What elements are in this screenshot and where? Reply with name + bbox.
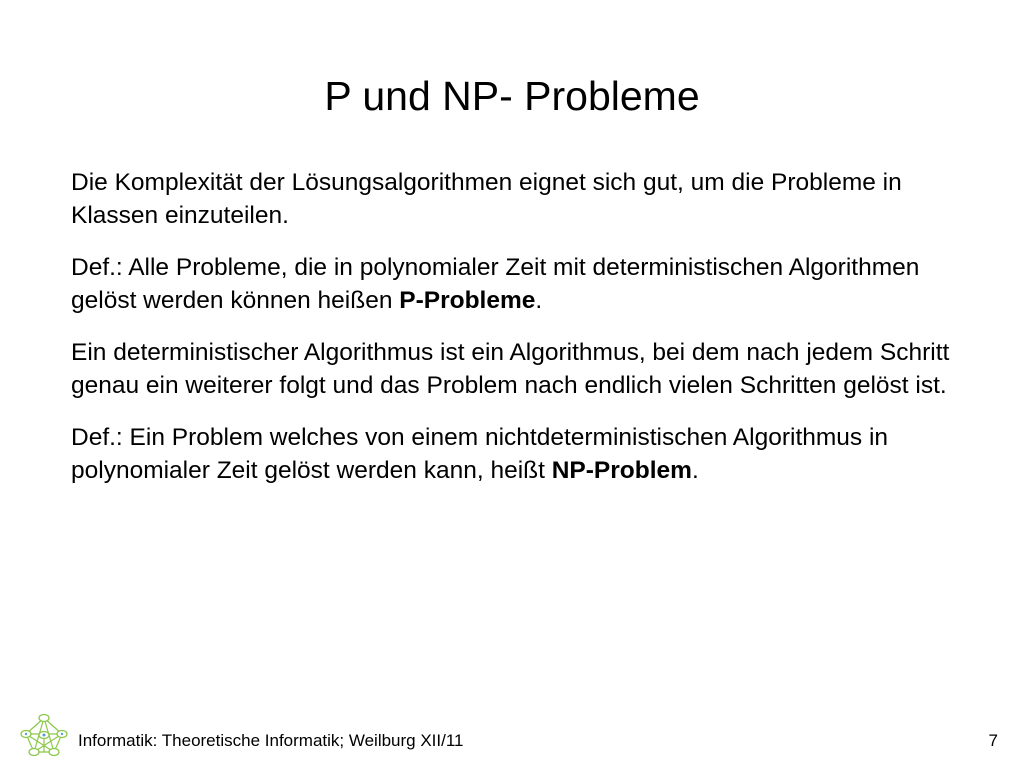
slide-title: P und NP- Probleme: [324, 73, 700, 119]
definition-p-text: Def.: Alle Probleme, die in polynomialer Zeit mit deterministischen Algorithmen gelöst werden können heißen: [71, 254, 920, 314]
definition-np-text: Def.: Ein Problem welches von einem nichtdeterministischen Algorithmus in polynomialer Zeit gelöst werden kann, heißt: [71, 424, 889, 484]
paragraph-deterministic-text: Ein deterministischer Algorithmus ist ein Algorithmus, bei dem nach jedem Schritt genau ein weiterer folgt und das Problem nach endlich vielen Schritten gelöst ist.: [71, 339, 950, 399]
network-graph-logo-icon: [18, 712, 70, 762]
definition-p-term: P-Probleme: [399, 287, 536, 314]
paragraph-definition-np: [71, 421, 951, 487]
definition-p-end: .: [535, 287, 543, 314]
footer-text: Informatik: Theoretische Informatik; Weilburg XII/11: [78, 731, 464, 750]
paragraph-intro-text: Die Komplexität der Lösungsalgorithmen eignet sich gut, um die Probleme in Klassen einzuteilen.: [71, 169, 902, 229]
paragraph-intro: [71, 166, 951, 232]
slide-body: [71, 166, 951, 506]
definition-np-end: .: [691, 457, 699, 484]
paragraph-deterministic: [71, 336, 951, 402]
page-number: 7: [988, 731, 998, 750]
definition-np-term: NP-Problem: [551, 457, 692, 484]
paragraph-definition-p: [71, 251, 951, 317]
